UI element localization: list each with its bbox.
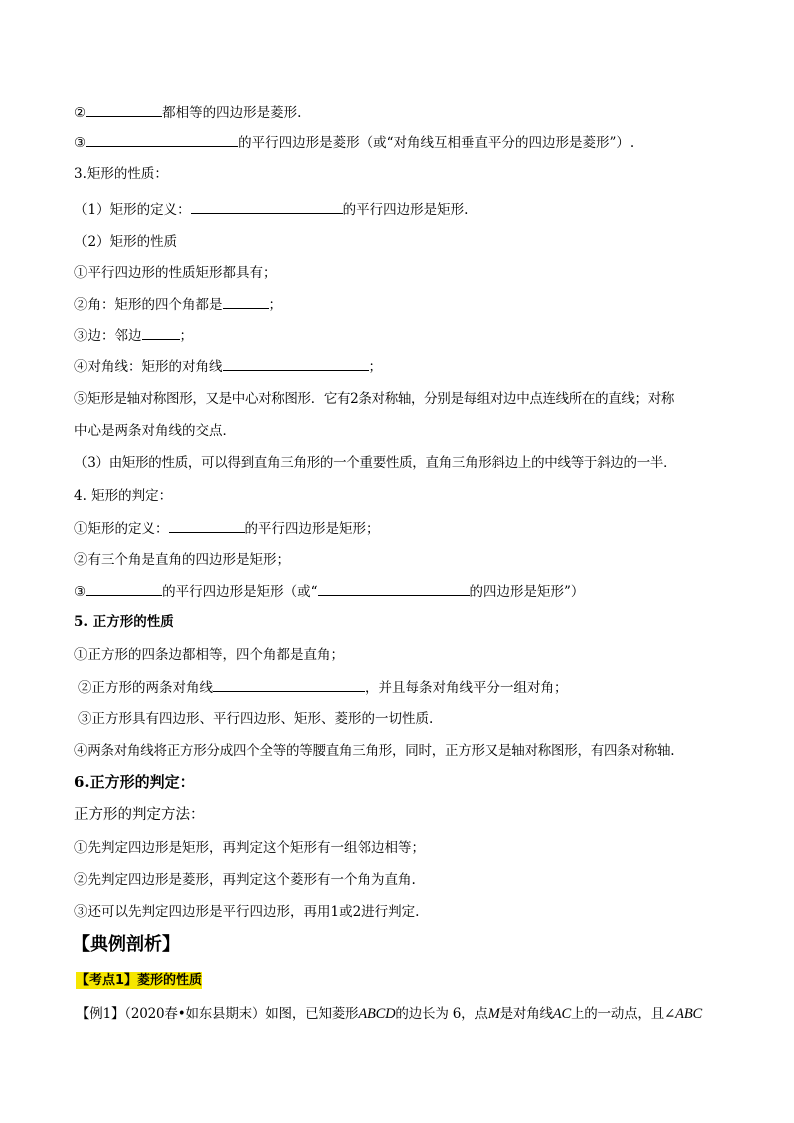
fill-blank[interactable]: [223, 294, 269, 309]
math: AC: [552, 1006, 571, 1022]
text: ；: [179, 328, 193, 344]
text: ②: [74, 105, 87, 121]
rectangle-property-angles: [74, 294, 282, 315]
fill-blank[interactable]: [169, 518, 245, 533]
text: 的四边形是矩形”）: [469, 584, 585, 600]
kaodian-label: [76, 970, 202, 991]
text: ②角：矩形的四个角都是: [74, 297, 223, 313]
rectangle-property-sides: [74, 325, 193, 346]
fill-blank[interactable]: [318, 581, 470, 596]
text: 的平行四边形是矩形（或“: [162, 584, 318, 600]
text: ；: [268, 297, 282, 313]
text: 的边长为 6，点: [395, 1006, 488, 1022]
kaodian-tag: 【考点1】菱形的性质: [76, 973, 203, 988]
rhombus-judge-3: [74, 132, 634, 153]
text: ④对角线：矩形的对角线: [74, 359, 223, 375]
fill-blank[interactable]: [223, 356, 369, 371]
text: 【例1】（2020春•如东县期末）如图，已知菱形: [76, 1006, 359, 1022]
right-triangle-property: （3）由矩形的性质，可以得到直角三角形的一个重要性质，直角三角形斜边上的中线等于斜边的一半．: [74, 455, 677, 471]
text: 的平行四边形是矩形.: [342, 202, 469, 218]
text: ，并且每条对角线平分一组对角；: [365, 680, 568, 696]
square-judge-1: ①先判定四边形是矩形，再判定这个矩形有一组邻边相等；: [74, 840, 425, 856]
square-property-heading: 5. 正方形的性质: [74, 614, 174, 630]
square-judge-heading: 6.正方形的判定：: [74, 773, 195, 791]
fill-blank[interactable]: [142, 325, 180, 340]
rectangle-judge-heading: 4. 矩形的判定：: [74, 488, 173, 504]
rectangle-symmetry-cont: 中心是两条对角线的交点．: [74, 423, 236, 439]
text: 都相等的四边形是菱形.: [162, 105, 302, 121]
square-property-2: [78, 677, 568, 698]
rectangle-property-heading: 3.矩形的性质：: [74, 166, 168, 182]
section-title: 【典例剖析】: [72, 934, 180, 955]
text: 的平行四边形是菱形（或“对角线互相垂直平分的四边形是菱形”）.: [238, 135, 635, 151]
square-judge-2: ②先判定四边形是菱形，再判定这个菱形有一个角为直角.: [74, 872, 416, 888]
square-judge-method: 正方形的判定方法：: [74, 807, 205, 823]
text: ；: [368, 359, 382, 375]
math: M: [487, 1006, 500, 1022]
square-property-1: ①正方形的四条边都相等，四个角都是直角；: [74, 647, 344, 663]
rectangle-judge-2: ②有三个角是直角的四边形是矩形；: [74, 552, 290, 568]
rectangle-judge-1: [74, 518, 380, 539]
text: ①矩形的定义：: [74, 521, 169, 537]
text: ③: [74, 584, 87, 600]
math: ABCD: [358, 1006, 396, 1022]
rectangle-property-1: ①平行四边形的性质矩形都具有；: [74, 265, 277, 281]
rectangle-judge-3: [74, 581, 584, 602]
rhombus-judge-2: [74, 102, 301, 123]
text: （1）矩形的定义：: [74, 202, 191, 218]
text: ③边：邻边: [74, 328, 142, 344]
square-property-4: ④两条对角线将正方形分成四个全等的等腰直角三角形，同时，正方形又是轴对称图形，有四条对称轴.: [74, 743, 675, 759]
rectangle-symmetry: ⑤矩形是轴对称图形，又是中心对称图形．它有2条对称轴，分别是每组对边中点连线所在的直线；对称: [74, 391, 674, 407]
fill-blank[interactable]: [191, 199, 343, 214]
fill-blank[interactable]: [213, 677, 365, 692]
text: 的平行四边形是矩形；: [244, 521, 380, 537]
text: ②正方形的两条对角线: [78, 680, 213, 696]
square-property-3: ③正方形具有四边形、平行四边形、矩形、菱形的一切性质.: [78, 711, 434, 727]
rectangle-property-diagonals: [74, 356, 382, 377]
rectangle-property-subheading: （2）矩形的性质: [74, 234, 178, 250]
square-judge-3: ③还可以先判定四边形是平行四边形，再用1或2进行判定.: [74, 904, 420, 920]
math: ABC: [675, 1006, 702, 1022]
rectangle-definition: [74, 199, 468, 220]
text: 是对角线: [499, 1006, 553, 1022]
fill-blank[interactable]: [86, 581, 162, 596]
text: 上的一动点，且∠: [570, 1006, 676, 1022]
example-1: [76, 1004, 702, 1024]
fill-blank[interactable]: [86, 132, 238, 147]
text: ③: [74, 135, 87, 151]
fill-blank[interactable]: [86, 102, 162, 117]
